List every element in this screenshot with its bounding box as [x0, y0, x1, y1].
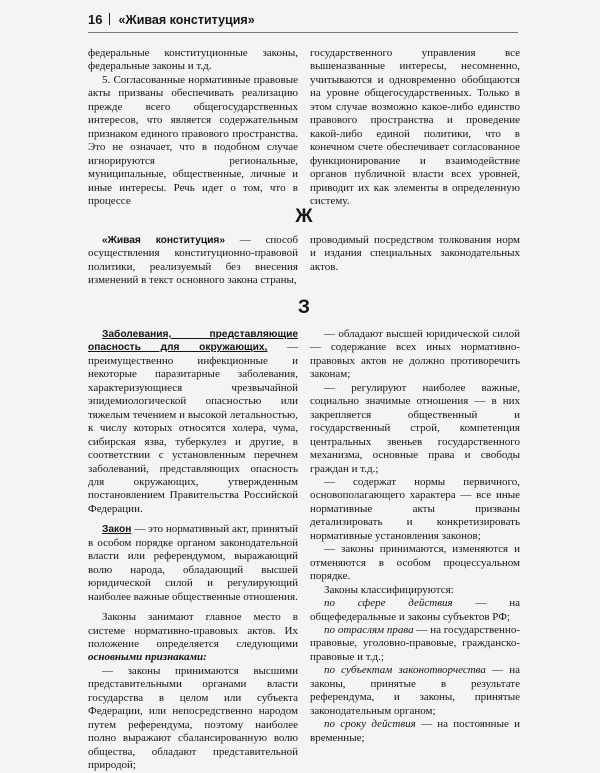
- paragraph: Законы классифицируются:: [324, 583, 454, 596]
- entry-term: «Живая конституция»: [102, 235, 225, 246]
- classification-label: по субъектам законотворчества: [324, 664, 486, 677]
- page-number: 16: [88, 12, 103, 27]
- classification-label: по отраслям права: [324, 623, 414, 636]
- list-item: — законы принимаются высшими представительными органами власти государства в целом или субъекта Федерации, или непосредственно народом путем референдума, поэтому наиболее полно выражают сбалансированную волю общества, обладают представительной природой;: [88, 664, 298, 772]
- list-item: — содержат нормы первичного, основополагающего характера — все иные нормативные акты призваны детализировать и конкретизировать нормативные установления законов;: [310, 475, 520, 542]
- classification-text: — на постоянные и временные;: [310, 718, 520, 744]
- classification-label: по сфере действия: [324, 597, 453, 610]
- book-title: «Живая конституция»: [118, 13, 255, 27]
- right-column: [310, 328, 520, 745]
- right-column: [310, 234, 520, 274]
- paragraph-text: Законы занимают главное место в системе нормативно-правовых актов. Их положение определяется следующими: [88, 611, 298, 650]
- entry-definition: — преимущественно инфекционные и некоторые паразитарные заболевания, характеризующиеся чрезвычайной эпидемиологической опасностью или тяжелым течением и высокой летальностью, к числу которых относятся холера, чума, сибирская язва, туберкулез и другие, в соответствии с установленным перечнем заболеваний, представляющих опасность для окружающих, утвержденным постановлением Правительства Российской Федерации.: [88, 341, 298, 515]
- list-item: — регулируют наиболее важные, социально значимые отношения — в них закрепляется общественный и государственный строй, компетенция центральных звеньев государственного механизма, основные права и свободы граждан и т.д.;: [310, 381, 520, 475]
- list-item: — обладают высшей юридической силой — содержание всех иных нормативно-правовых актов не должно противоречить законам;: [310, 328, 520, 381]
- left-column: [88, 328, 298, 773]
- classification-text: — на общефедеральные и законы субъектов РФ;: [310, 597, 520, 623]
- entry-definition: — способ осуществления конституционно-правовой политики, реализуемый без внесения изменений в текст основного закона страны,: [88, 234, 298, 287]
- classification-text: — на государственно-правовые, уголовно-правовые, гражданско-правовые и т.д.;: [310, 623, 520, 663]
- section-z-entries: [88, 328, 520, 772]
- section-letter-z: З: [298, 297, 310, 318]
- entry-definition: — это нормативный акт, принятый в особом порядке органом законодательной власти или референдумом, выражающий волю народа, обладающий высшей юридической силой и регулирующий наиболее важные общественные отношения.: [88, 523, 298, 603]
- list-item: — законы принимаются, изменяются и отменяются в особом процессуальном порядке.: [310, 543, 520, 583]
- header-separator: [109, 13, 110, 25]
- entry-definition-continued: проводимый посредством толкования норм и издания специальных законодательных актов.: [310, 234, 520, 273]
- classification-text: — на законы, принятые в результате референдума, и законы, принятые законодательным органом;: [310, 664, 520, 717]
- paragraph: 5. Согласованные нормативные правовые акты призваны обеспечивать реализацию прежде всего общегосударственных интересов, что является содержательным признаком единого правового пространства. Это не означает, что в подобном случае игнорируются региональные, муниципальные, общественные, личные и иные интересы. Речь идет о том, что в процессе: [88, 73, 298, 207]
- paragraph: государственного управления все вышеназванные интересы, несомненно, учитываются и одновременно обобщаются на уровне общегосударственных. Только в этом случае возможно какое-либо единство правового пространства и проведение какой-либо единой политики, что в конечном счете обеспечивает согласованное функционирование и взаимодействие органов публичной власти всех уровней, приводит их как элементы в определенную систему.: [310, 47, 520, 207]
- running-head: [88, 12, 255, 28]
- entry-zhivaya-konstituciya: [88, 234, 520, 286]
- section-letter-zh: Ж: [295, 206, 313, 227]
- entry-term: Закон: [102, 524, 132, 536]
- left-column: [88, 234, 298, 288]
- paragraph: федеральные конституционные законы, федеральные законы и т.д.: [88, 47, 298, 73]
- left-column: [88, 47, 298, 208]
- entry-term: Заболевания, представляющие опасность для окружающих,: [88, 329, 298, 354]
- classification-label: по сроку действия: [324, 718, 416, 731]
- header-rule: [88, 32, 518, 33]
- right-column: [310, 47, 520, 208]
- section-continuation: [88, 47, 520, 207]
- italic-phrase: основными признаками:: [88, 651, 207, 664]
